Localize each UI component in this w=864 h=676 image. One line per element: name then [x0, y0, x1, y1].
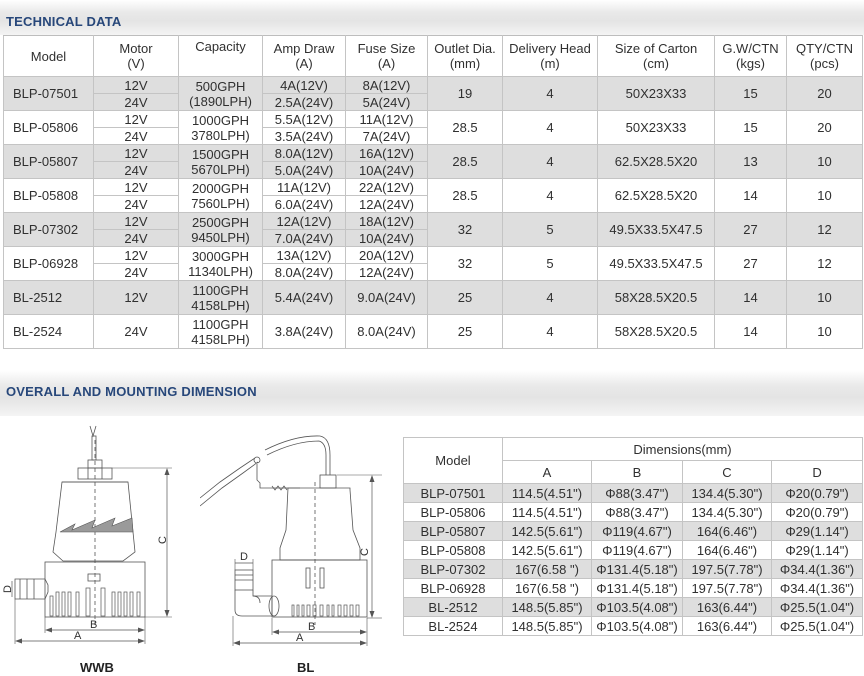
- head-cell: 4: [503, 315, 598, 349]
- fuse-cell: 16A(12V): [346, 145, 428, 162]
- svg-text:C: C: [359, 548, 371, 556]
- dimension-row: [404, 541, 863, 560]
- header-carton-size: Size of Carton (cm): [598, 36, 715, 77]
- header-fuse-size: Fuse Size (A): [346, 36, 428, 77]
- model-cell: BL-2524: [4, 315, 94, 349]
- dim-header-c: C: [683, 461, 772, 484]
- fuse-cell: 11A(12V): [346, 111, 428, 128]
- dim-a: 148.5(5.85"): [503, 617, 592, 636]
- table-header-row: [4, 36, 863, 77]
- fuse-cell: 8.0A(24V): [346, 315, 428, 349]
- model-cell: BLP-06928: [4, 247, 94, 281]
- dim-b: Φ131.4(5.18"): [592, 579, 683, 598]
- amp-cell: 3.8A(24V): [263, 315, 346, 349]
- amp-cell: 11A(12V): [263, 179, 346, 196]
- header-delivery-head: Delivery Head (m): [503, 36, 598, 77]
- capacity-cell: 1100GPH 4158LPH): [179, 281, 263, 315]
- motor-cell: 12V: [94, 77, 179, 94]
- technical-data-title: TECHNICAL DATA: [6, 14, 122, 29]
- head-cell: 4: [503, 145, 598, 179]
- bl-caption: BL: [297, 660, 315, 675]
- technical-data-header-band: [0, 0, 864, 35]
- motor-cell: 12V: [94, 247, 179, 264]
- dim-b: Φ103.5(4.08"): [592, 598, 683, 617]
- amp-cell: 5.5A(12V): [263, 111, 346, 128]
- dim-a: 142.5(5.61"): [503, 541, 592, 560]
- dim-a: 142.5(5.61"): [503, 522, 592, 541]
- motor-cell: 24V: [94, 128, 179, 145]
- dim-d: Φ34.4(1.36"): [772, 560, 863, 579]
- head-cell: 4: [503, 77, 598, 111]
- header-amp-draw: Amp Draw (A): [263, 36, 346, 77]
- fuse-cell: 10A(24V): [346, 230, 428, 247]
- motor-cell: 24V: [94, 315, 179, 349]
- qty-cell: 10: [787, 281, 863, 315]
- amp-cell: 6.0A(24V): [263, 196, 346, 213]
- svg-text:B: B: [90, 619, 98, 631]
- carton-cell: 49.5X33.5X47.5: [598, 213, 715, 247]
- capacity-cell: 1500GPH 5670LPH): [179, 145, 263, 179]
- dimension-header-row: [404, 438, 863, 461]
- amp-cell: 8.0A(24V): [263, 264, 346, 281]
- weight-cell: 27: [715, 213, 787, 247]
- fuse-cell: 12A(24V): [346, 264, 428, 281]
- motor-cell: 24V: [94, 94, 179, 111]
- dim-d: Φ20(0.79"): [772, 503, 863, 522]
- qty-cell: 12: [787, 247, 863, 281]
- dim-b: Φ88(3.47"): [592, 484, 683, 503]
- dim-d: Φ29(1.14"): [772, 541, 863, 560]
- dim-a: 167(6.58 "): [503, 560, 592, 579]
- dimension-row: [404, 503, 863, 522]
- dim-header-b: B: [592, 461, 683, 484]
- model-cell: BLP-07302: [4, 213, 94, 247]
- dim-header-model: Model: [404, 438, 503, 484]
- header-capacity: Capacity: [179, 36, 263, 77]
- wwb-pump-drawing: [0, 420, 200, 650]
- capacity-cell: 1100GPH 4158LPH): [179, 315, 263, 349]
- head-cell: 4: [503, 179, 598, 213]
- fuse-cell: 9.0A(24V): [346, 281, 428, 315]
- amp-cell: 8.0A(12V): [263, 145, 346, 162]
- dim-c: 134.4(5.30"): [683, 503, 772, 522]
- svg-text:B: B: [308, 621, 316, 633]
- fuse-cell: 5A(24V): [346, 94, 428, 111]
- dim-c: 163(6.44"): [683, 617, 772, 636]
- head-cell: 4: [503, 281, 598, 315]
- dim-model: BLP-07302: [404, 560, 503, 579]
- svg-text:D: D: [240, 551, 248, 563]
- table-row: [4, 179, 863, 196]
- carton-cell: 49.5X33.5X47.5: [598, 247, 715, 281]
- dim-a: 114.5(4.51"): [503, 503, 592, 522]
- dimension-row: [404, 522, 863, 541]
- qty-cell: 20: [787, 111, 863, 145]
- table-row: [4, 145, 863, 162]
- amp-cell: 5.0A(24V): [263, 162, 346, 179]
- head-cell: 5: [503, 213, 598, 247]
- table-row: [4, 247, 863, 264]
- capacity-cell: 500GPH (1890LPH): [179, 77, 263, 111]
- carton-cell: 50X23X33: [598, 111, 715, 145]
- table-row: [4, 315, 863, 349]
- dim-c: 164(6.46"): [683, 522, 772, 541]
- dim-d: Φ29(1.14"): [772, 522, 863, 541]
- dim-b: Φ119(4.67"): [592, 541, 683, 560]
- dim-c: 134.4(5.30"): [683, 484, 772, 503]
- outlet-cell: 19: [428, 77, 503, 111]
- dim-model: BL-2512: [404, 598, 503, 617]
- dimension-title: OVERALL AND MOUNTING DIMENSION: [6, 384, 257, 399]
- amp-cell: 7.0A(24V): [263, 230, 346, 247]
- amp-cell: 2.5A(24V): [263, 94, 346, 111]
- qty-cell: 12: [787, 213, 863, 247]
- table-row: [4, 77, 863, 94]
- motor-cell: 24V: [94, 196, 179, 213]
- dim-header-d: D: [772, 461, 863, 484]
- dim-model: BLP-07501: [404, 484, 503, 503]
- dim-model: BLP-06928: [404, 579, 503, 598]
- table-row: [4, 213, 863, 230]
- dimension-row: [404, 617, 863, 636]
- head-cell: 4: [503, 111, 598, 145]
- dim-c: 163(6.44"): [683, 598, 772, 617]
- fuse-cell: 8A(12V): [346, 77, 428, 94]
- weight-cell: 14: [715, 315, 787, 349]
- motor-cell: 12V: [94, 213, 179, 230]
- motor-cell: 12V: [94, 179, 179, 196]
- carton-cell: 58X28.5X20.5: [598, 315, 715, 349]
- dim-c: 197.5(7.78"): [683, 560, 772, 579]
- fuse-cell: 7A(24V): [346, 128, 428, 145]
- outlet-cell: 25: [428, 281, 503, 315]
- dim-a: 148.5(5.85"): [503, 598, 592, 617]
- qty-cell: 10: [787, 315, 863, 349]
- dim-a: 167(6.58 "): [503, 579, 592, 598]
- dim-a: 114.5(4.51"): [503, 484, 592, 503]
- fuse-cell: 12A(24V): [346, 196, 428, 213]
- weight-cell: 27: [715, 247, 787, 281]
- svg-text:A: A: [296, 632, 304, 644]
- header-outlet-dia: Outlet Dia. (mm): [428, 36, 503, 77]
- wwb-caption: WWB: [80, 660, 114, 675]
- weight-cell: 13: [715, 145, 787, 179]
- motor-cell: 24V: [94, 162, 179, 179]
- dim-header-group: Dimensions(mm): [503, 438, 863, 461]
- dimension-row: [404, 579, 863, 598]
- table-row: [4, 111, 863, 128]
- outlet-cell: 25: [428, 315, 503, 349]
- fuse-cell: 10A(24V): [346, 162, 428, 179]
- motor-cell: 12V: [94, 281, 179, 315]
- svg-text:D: D: [2, 585, 14, 593]
- outlet-cell: 32: [428, 247, 503, 281]
- dim-model: BLP-05807: [404, 522, 503, 541]
- qty-cell: 10: [787, 145, 863, 179]
- bl-pump-drawing: [200, 420, 400, 650]
- capacity-cell: 2000GPH 7560LPH): [179, 179, 263, 213]
- amp-cell: 13A(12V): [263, 247, 346, 264]
- amp-cell: 4A(12V): [263, 77, 346, 94]
- outlet-cell: 32: [428, 213, 503, 247]
- header-gross-weight: G.W/CTN (kgs): [715, 36, 787, 77]
- model-cell: BLP-05806: [4, 111, 94, 145]
- weight-cell: 15: [715, 77, 787, 111]
- head-cell: 5: [503, 247, 598, 281]
- capacity-cell: 1000GPH 3780LPH): [179, 111, 263, 145]
- header-model: Model: [4, 36, 94, 77]
- dim-b: Φ131.4(5.18"): [592, 560, 683, 579]
- amp-cell: 3.5A(24V): [263, 128, 346, 145]
- dim-model: BL-2524: [404, 617, 503, 636]
- dim-b: Φ119(4.67"): [592, 522, 683, 541]
- dim-c: 197.5(7.78"): [683, 579, 772, 598]
- header-motor: Motor (V): [94, 36, 179, 77]
- motor-cell: 12V: [94, 111, 179, 128]
- dim-d: Φ25.5(1.04"): [772, 617, 863, 636]
- svg-text:A: A: [74, 630, 82, 642]
- dimension-row: [404, 484, 863, 503]
- dim-c: 164(6.46"): [683, 541, 772, 560]
- qty-cell: 20: [787, 77, 863, 111]
- dim-model: BLP-05808: [404, 541, 503, 560]
- dimension-table: [403, 437, 863, 636]
- dim-b: Φ88(3.47"): [592, 503, 683, 522]
- motor-cell: 12V: [94, 145, 179, 162]
- dim-model: BLP-05806: [404, 503, 503, 522]
- fuse-cell: 20A(12V): [346, 247, 428, 264]
- model-cell: BLP-05807: [4, 145, 94, 179]
- qty-cell: 10: [787, 179, 863, 213]
- dim-b: Φ103.5(4.08"): [592, 617, 683, 636]
- dim-header-a: A: [503, 461, 592, 484]
- dimension-row: [404, 560, 863, 579]
- technical-data-table: [3, 35, 863, 349]
- dim-d: Φ20(0.79"): [772, 484, 863, 503]
- weight-cell: 15: [715, 111, 787, 145]
- fuse-cell: 18A(12V): [346, 213, 428, 230]
- carton-cell: 58X28.5X20.5: [598, 281, 715, 315]
- amp-cell: 12A(12V): [263, 213, 346, 230]
- weight-cell: 14: [715, 281, 787, 315]
- model-cell: BLP-05808: [4, 179, 94, 213]
- motor-cell: 24V: [94, 230, 179, 247]
- carton-cell: 50X23X33: [598, 77, 715, 111]
- dim-d: Φ34.4(1.36"): [772, 579, 863, 598]
- model-cell: BL-2512: [4, 281, 94, 315]
- dimension-row: [404, 598, 863, 617]
- svg-text:C: C: [157, 536, 169, 544]
- header-quantity: QTY/CTN (pcs): [787, 36, 863, 77]
- outlet-cell: 28.5: [428, 179, 503, 213]
- dim-d: Φ25.5(1.04"): [772, 598, 863, 617]
- capacity-cell: 2500GPH 9450LPH): [179, 213, 263, 247]
- weight-cell: 14: [715, 179, 787, 213]
- motor-cell: 24V: [94, 264, 179, 281]
- carton-cell: 62.5X28.5X20: [598, 179, 715, 213]
- fuse-cell: 22A(12V): [346, 179, 428, 196]
- amp-cell: 5.4A(24V): [263, 281, 346, 315]
- outlet-cell: 28.5: [428, 111, 503, 145]
- capacity-cell: 3000GPH 11340LPH): [179, 247, 263, 281]
- carton-cell: 62.5X28.5X20: [598, 145, 715, 179]
- outlet-cell: 28.5: [428, 145, 503, 179]
- table-row: [4, 281, 863, 315]
- model-cell: BLP-07501: [4, 77, 94, 111]
